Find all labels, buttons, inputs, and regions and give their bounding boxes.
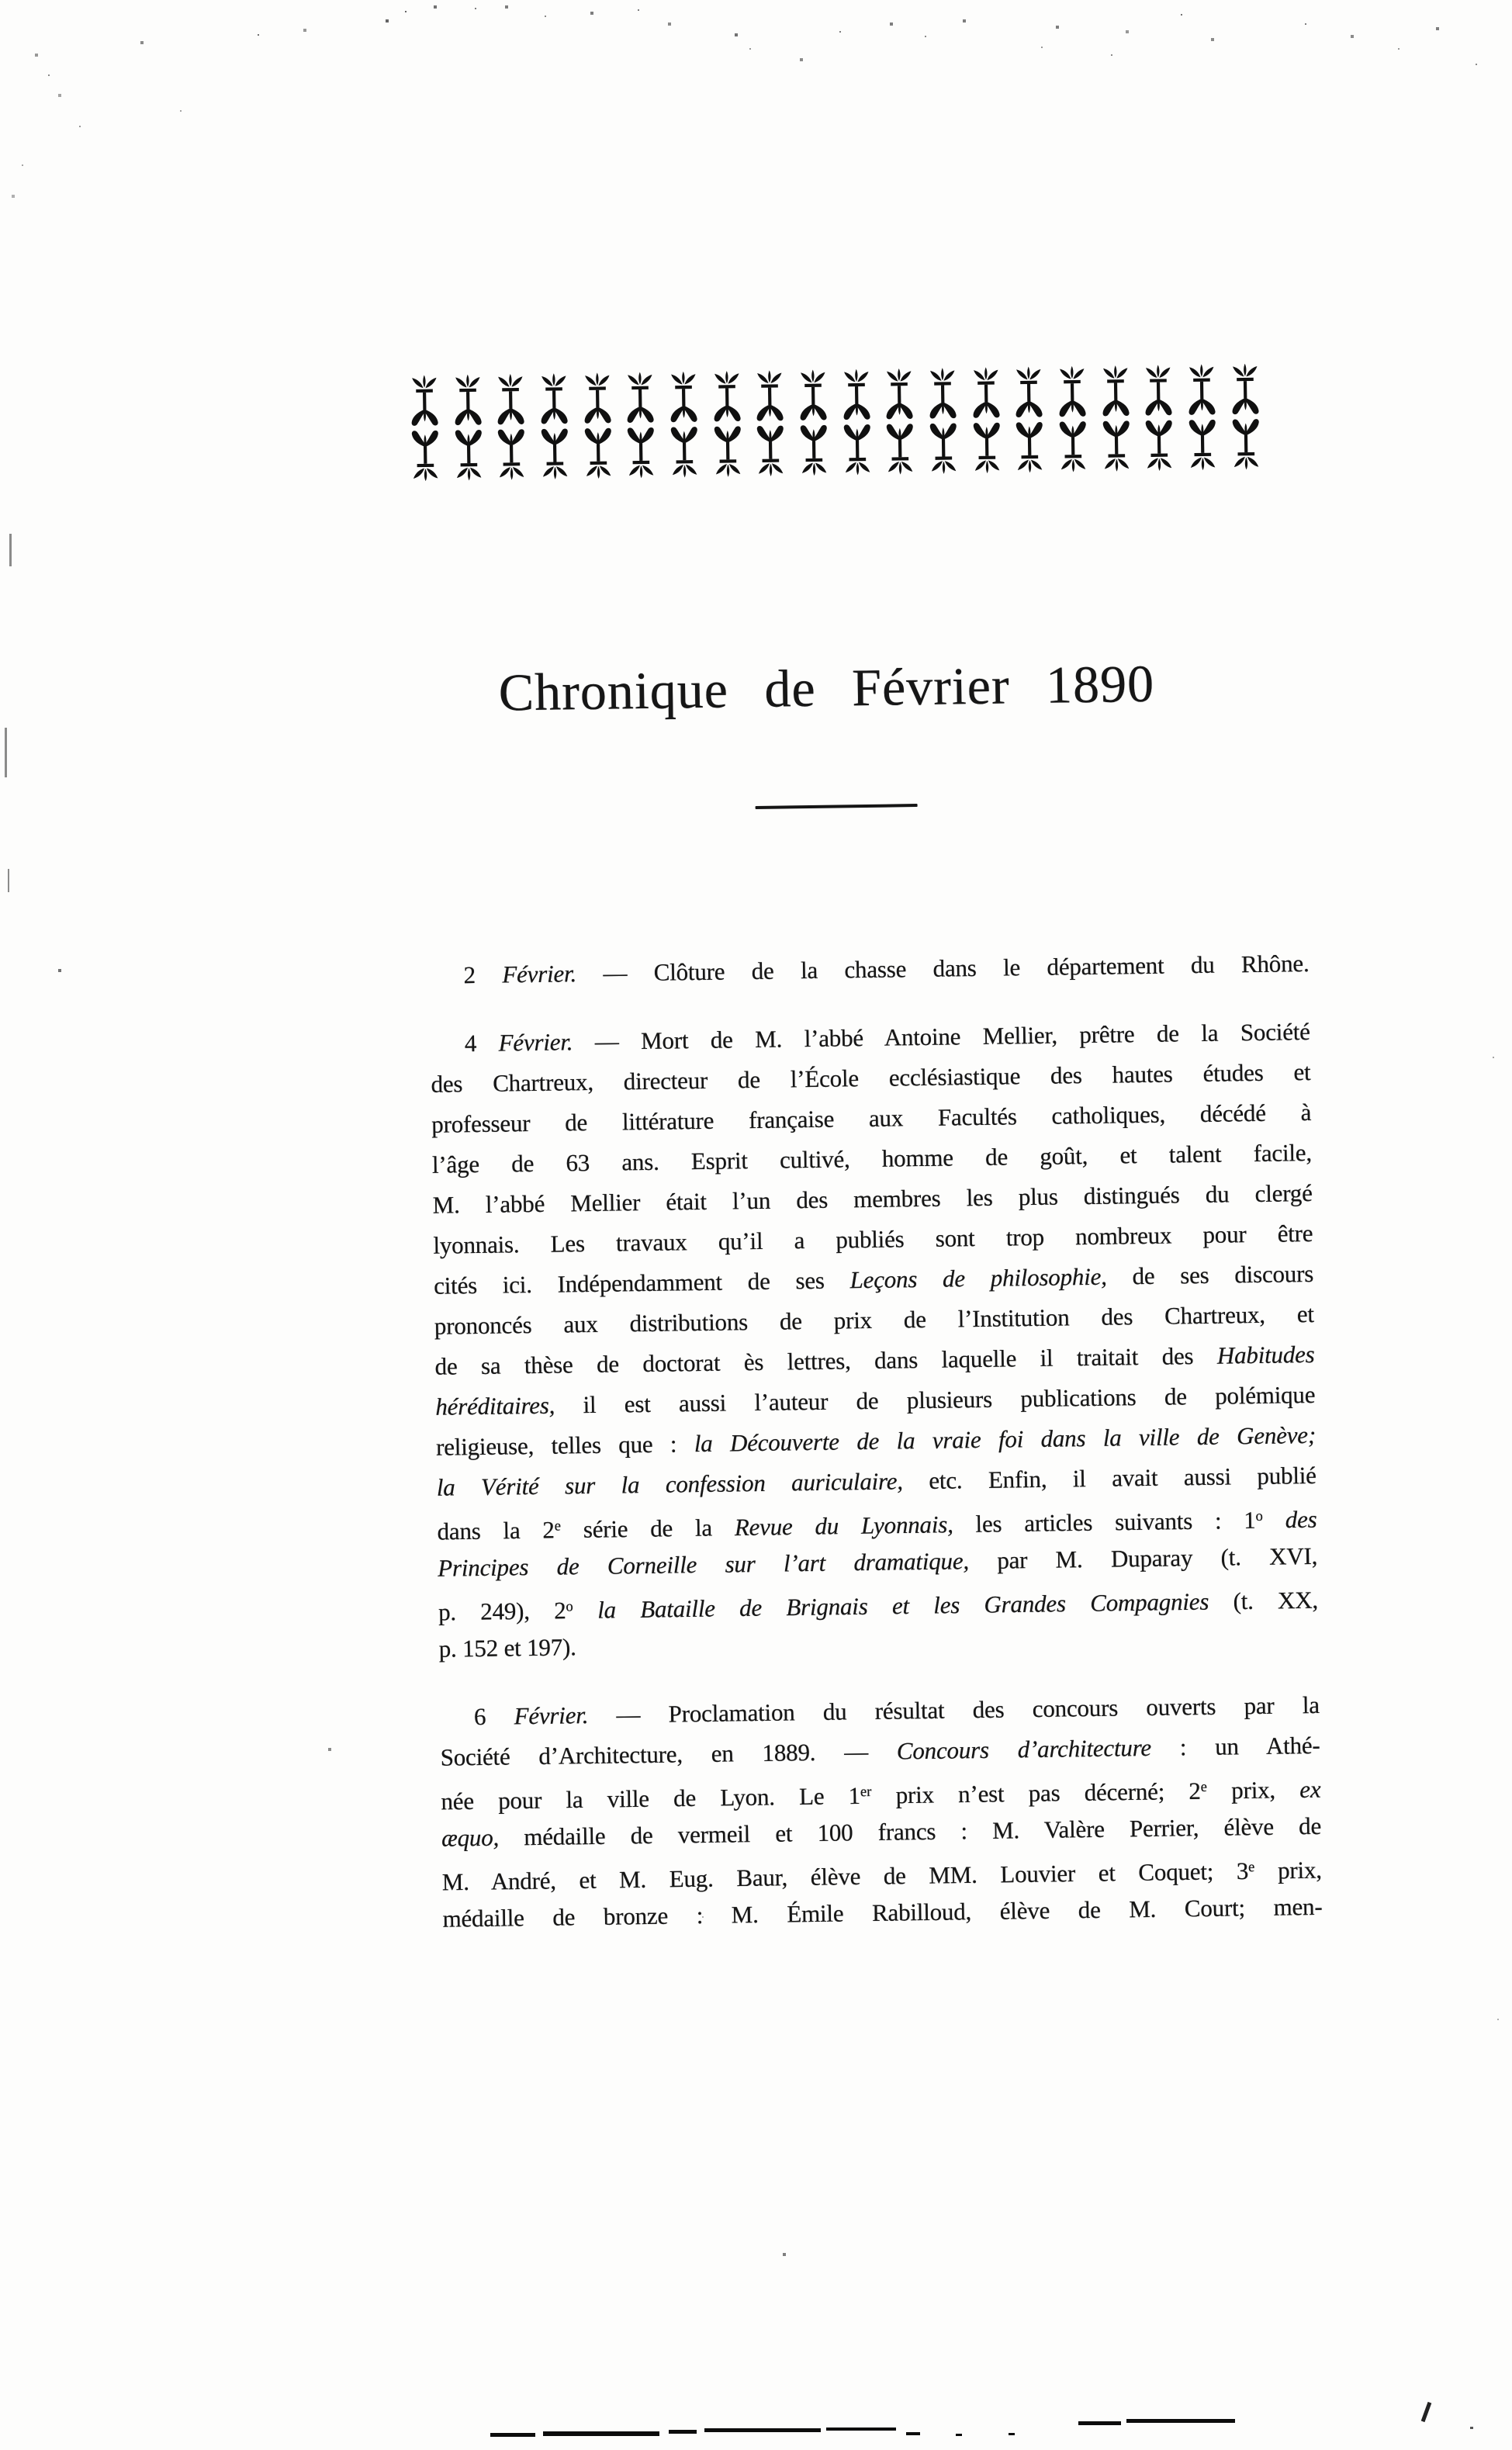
text-segment: née pour la ville de Lyon. Le 1 bbox=[441, 1781, 861, 1815]
fleur-de-lis-icon bbox=[922, 416, 965, 476]
fleur-de-lis-icon bbox=[447, 423, 490, 483]
text-segment: Principes de Corneille sur l’art dramatique, bbox=[438, 1547, 970, 1582]
text-segment: médaille de bronze : M. Émile Rabilloud, élève de M. Court; men- bbox=[442, 1892, 1323, 1933]
scan-edge-mark bbox=[9, 534, 12, 566]
scan-cutoff-fragment bbox=[704, 2428, 821, 2432]
text-segment: il est aussi l’auteur de plusieurs publications de polémique bbox=[554, 1380, 1316, 1419]
text-segment: Février. bbox=[514, 1701, 589, 1730]
fleur-de-lis-icon bbox=[879, 417, 922, 476]
text-segment: la Vérité sur la confession auriculaire, bbox=[436, 1467, 904, 1501]
text-segment: : un Athé- bbox=[1150, 1731, 1320, 1761]
text-segment: etc. Enfin, il avait aussi publié bbox=[902, 1461, 1317, 1495]
ornament-row-bottom bbox=[404, 412, 1268, 483]
text-segment: æquo, bbox=[441, 1823, 500, 1852]
fleur-de-lis-icon bbox=[1052, 414, 1095, 474]
text-segment: p. 152 et 197). bbox=[438, 1633, 576, 1663]
text-segment: des bbox=[1285, 1505, 1317, 1534]
ornament-border bbox=[403, 362, 1268, 483]
text-segment: o bbox=[566, 1598, 573, 1615]
text-segment: (t. XX, bbox=[1208, 1586, 1319, 1615]
text-segment: série de la bbox=[560, 1514, 735, 1544]
text-segment: 4 bbox=[464, 1029, 499, 1057]
scan-cutoff-fragment bbox=[1078, 2421, 1121, 2425]
text-segment: professeur de littérature française aux Facultés catholiques, décédé à bbox=[431, 1098, 1312, 1138]
scan-cutoff-fragment bbox=[1009, 2433, 1015, 2435]
text-segment: ex bbox=[1299, 1775, 1321, 1803]
text-segment: cités ici. Indépendamment de ses bbox=[433, 1266, 850, 1299]
text-segment bbox=[573, 1597, 598, 1624]
text-segment: e bbox=[554, 1517, 562, 1535]
page-title: Chronique de Février 1890 bbox=[498, 653, 1155, 722]
paragraph-entry-feb-4 bbox=[430, 1012, 1319, 1670]
text-segment: de sa thèse de doctorat ès lettres, dans laquelle il traitait des bbox=[434, 1341, 1218, 1380]
text-segment: e bbox=[1247, 1859, 1255, 1876]
text-segment: — Mort de M. l’abbé Antoine Mellier, prêtre de la Société bbox=[573, 1017, 1310, 1056]
fleur-de-lis-icon bbox=[576, 420, 619, 480]
fleur-de-lis-icon bbox=[1224, 412, 1267, 472]
scan-cutoff-fragment bbox=[1470, 2427, 1473, 2429]
text-segment: Leçons de philosophie, bbox=[849, 1262, 1107, 1294]
text-segment: les articles suivants : 1 bbox=[953, 1506, 1256, 1538]
text-segment: par M. Duparay (t. XVI, bbox=[968, 1542, 1318, 1575]
fleur-de-lis-icon bbox=[1138, 413, 1181, 472]
text-segment: l’âge de 63 ans. Esprit cultivé, homme de goût, et talent facile, bbox=[431, 1138, 1313, 1178]
fleur-de-lis-icon bbox=[620, 420, 663, 480]
scan-cutoff-fragment bbox=[490, 2433, 535, 2437]
text-segment: — Clôture de la chasse dans le département du Rhône. bbox=[576, 950, 1310, 988]
text-segment: p. 249), 2 bbox=[438, 1597, 566, 1626]
text-segment: — Proclamation du résultat des concours ouverts par la bbox=[587, 1690, 1320, 1729]
text-segment: des Chartreux, directeur de l’École ecclésiastique des hautes études et bbox=[431, 1057, 1311, 1098]
fleur-de-lis-icon bbox=[965, 415, 1008, 475]
fleur-de-lis-icon bbox=[490, 422, 533, 482]
fleur-de-lis-icon bbox=[793, 417, 836, 477]
text-segment: prix, bbox=[1254, 1856, 1323, 1884]
paragraph-entry-feb-2 bbox=[429, 943, 1310, 996]
fleur-de-lis-icon bbox=[836, 417, 878, 477]
text-segment: Société d’Architecture, en 1889. — bbox=[440, 1737, 898, 1771]
text-line bbox=[429, 943, 1310, 996]
text-segment: lyonnais. Les travaux qu’il a publiés sont trop nombreux pour être bbox=[433, 1219, 1313, 1259]
text-segment: e bbox=[1200, 1778, 1208, 1796]
text-segment: médaille de vermeil et 100 francs : M. Valère Perrier, élève de bbox=[498, 1812, 1322, 1851]
fleur-de-lis-icon bbox=[1009, 415, 1051, 475]
text-segment: prix, bbox=[1206, 1775, 1300, 1805]
text-segment: M. l’abbé Mellier était l’un des membres les plus distingués du clergé bbox=[432, 1178, 1313, 1219]
text-segment: dans la 2 bbox=[437, 1516, 555, 1545]
fleur-de-lis-icon bbox=[1095, 414, 1137, 473]
text-segment: M. André, et M. Eug. Baur, élève de MM. Louvier et Coquet; 3 bbox=[441, 1857, 1249, 1896]
text-segment: Février. bbox=[498, 1028, 573, 1057]
text-segment: o bbox=[1255, 1507, 1263, 1525]
text-segment: Février. bbox=[502, 960, 577, 988]
scan-noise bbox=[0, 0, 2, 2]
fleur-de-lis-icon bbox=[706, 419, 749, 479]
text-segment: la Découverte de la vraie foi dans la ville de Genève; bbox=[694, 1421, 1317, 1458]
text-segment: prononcés aux distributions de prix de l’Institution des Chartreux, et bbox=[434, 1299, 1315, 1340]
fleur-de-lis-icon bbox=[534, 421, 576, 481]
scan-edge-mark bbox=[8, 869, 9, 892]
text-segment: Revue du Lyonnais, bbox=[734, 1510, 953, 1542]
paragraph-entry-feb-6 bbox=[440, 1685, 1323, 1940]
scan-cutoff-fragment bbox=[1126, 2419, 1235, 2423]
text-segment: 2 bbox=[463, 960, 503, 989]
scan-cutoff-fragment bbox=[956, 2434, 962, 2436]
scan-cutoff-fragment bbox=[543, 2431, 659, 2436]
text-segment: la Bataille de Brignais et les Grandes Compagnies bbox=[597, 1587, 1209, 1624]
title-divider bbox=[756, 804, 918, 809]
text-segment: de ses discours bbox=[1106, 1259, 1314, 1290]
scan-cutoff-fragment bbox=[826, 2428, 896, 2431]
text-segment: Concours d’architecture bbox=[896, 1733, 1152, 1765]
text-segment: prix n’est pas décerné; 2 bbox=[871, 1777, 1201, 1809]
fleur-de-lis-icon bbox=[749, 418, 792, 478]
scan-cutoff-fragment bbox=[669, 2430, 697, 2434]
text-segment: er bbox=[860, 1783, 872, 1801]
scan-edge-mark bbox=[5, 728, 7, 777]
fleur-de-lis-icon bbox=[663, 420, 706, 479]
text-segment: Habitudes bbox=[1216, 1340, 1315, 1369]
text-segment: religieuse, telles que : bbox=[435, 1430, 695, 1461]
fleur-de-lis-icon bbox=[1182, 412, 1224, 472]
text-segment: 6 bbox=[473, 1702, 514, 1731]
text-column bbox=[429, 943, 1323, 1967]
text-segment: héréditaires, bbox=[435, 1391, 555, 1421]
scan-cutoff-fragment bbox=[906, 2432, 920, 2435]
text-segment bbox=[1263, 1506, 1285, 1533]
fleur-de-lis-icon bbox=[404, 423, 447, 483]
